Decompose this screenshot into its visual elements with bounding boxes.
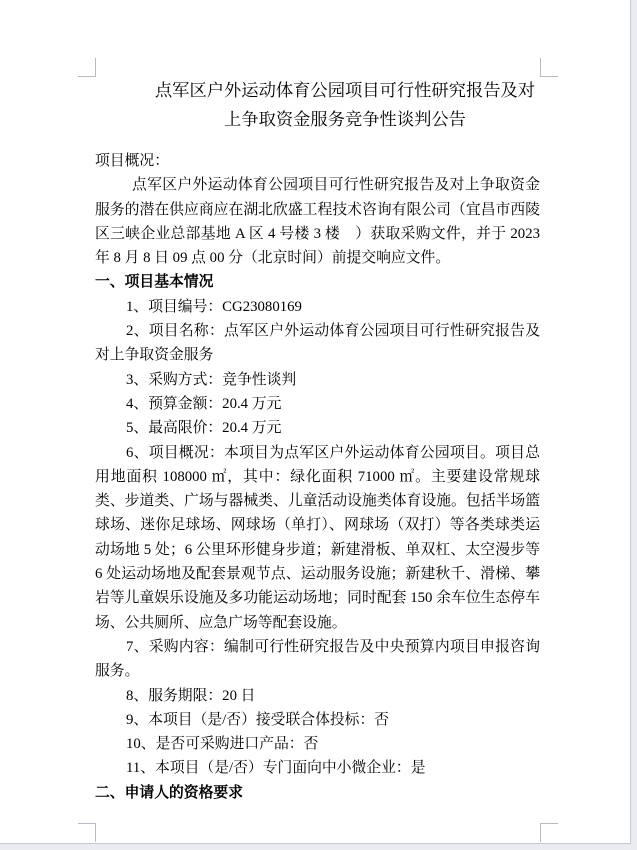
list-item-project-number: 1、项目编号：CG23080169 (126, 298, 302, 315)
list-item-sme-oriented: 11、本项目（是/否）专门面向中小微企业：是 (126, 760, 426, 777)
document-title-line1: 点军区户外运动体育公园项目可行性研究报告及对 (154, 81, 536, 100)
margin-mark-bottom-left (78, 823, 96, 842)
list-item-service-period: 8、服务期限：20 日 (126, 687, 256, 704)
overview-label: 项目概况： (95, 153, 169, 169)
list-item-budget-amount: 4、预算金额：20.4 万元 (126, 395, 282, 412)
list-item-consortium-bid: 9、本项目（是/否）接受联合体投标：否 (126, 711, 390, 728)
section2-heading: 二、申请人的资格要求 (95, 784, 243, 801)
document-body (95, 76, 540, 805)
list-item-import-products: 10、是否可采购进口产品：否 (126, 736, 319, 753)
list-item-project-overview: 6、项目概况：本项目为点军区户外运动体育公园项目。项目总用地面积 108000 ㎡，其中：绿化面积 71000 ㎡。主要建设常规球类、步道类、广场与器械类、儿童活动设施类体育设施。包括半场篮球场、迷你足球场、网球场（单打）、网球场（双打）等各类球类运动场地 5 处；6 公里环形健身步道；新建滑板、单双杠、太空漫步等 6 处运动场地及配套景观节点、运动服务设施；新建秋千、滑梯、攀岩等儿童娱乐设施及多功能运动场地；同时配套 150 余车位生态停车场、公共厕所、应急广场等配套设施。 (95, 444, 540, 631)
section1-heading: 一、项目基本情况 (95, 274, 214, 291)
margin-mark-top-left (78, 58, 96, 77)
margin-mark-top-right (540, 58, 558, 77)
document-title (95, 76, 565, 134)
margin-mark-bottom-right (540, 823, 558, 842)
list-item-procurement-content: 7、采购内容：编制可行性研究报告及中央预算内项目申报咨询服务。 (95, 638, 540, 680)
list-item-project-name: 2、项目名称：点军区户外运动体育公园项目可行性研究报告及对上争取资金服务 (95, 323, 540, 364)
overview-paragraph: 点军区户外运动体育公园项目可行性研究报告及对上争取资金服务的潜在供应商应在湖北欣盛工程技术咨询有限公司（宜昌市西陵区三峡企业总部基地 A 区 4 号楼 3 楼 ）获取采购文件，并于 2023 年 8 月 8 日 09 点 00 分（北京时间）前提交响应文件。 (95, 177, 540, 267)
list-item-procurement-method: 3、采购方式：竞争性谈判 (126, 371, 297, 388)
document-title-line2: 上争取资金服务竞争性谈判公告 (224, 110, 466, 129)
list-item-max-price: 5、最高限价：20.4 万元 (126, 420, 282, 437)
